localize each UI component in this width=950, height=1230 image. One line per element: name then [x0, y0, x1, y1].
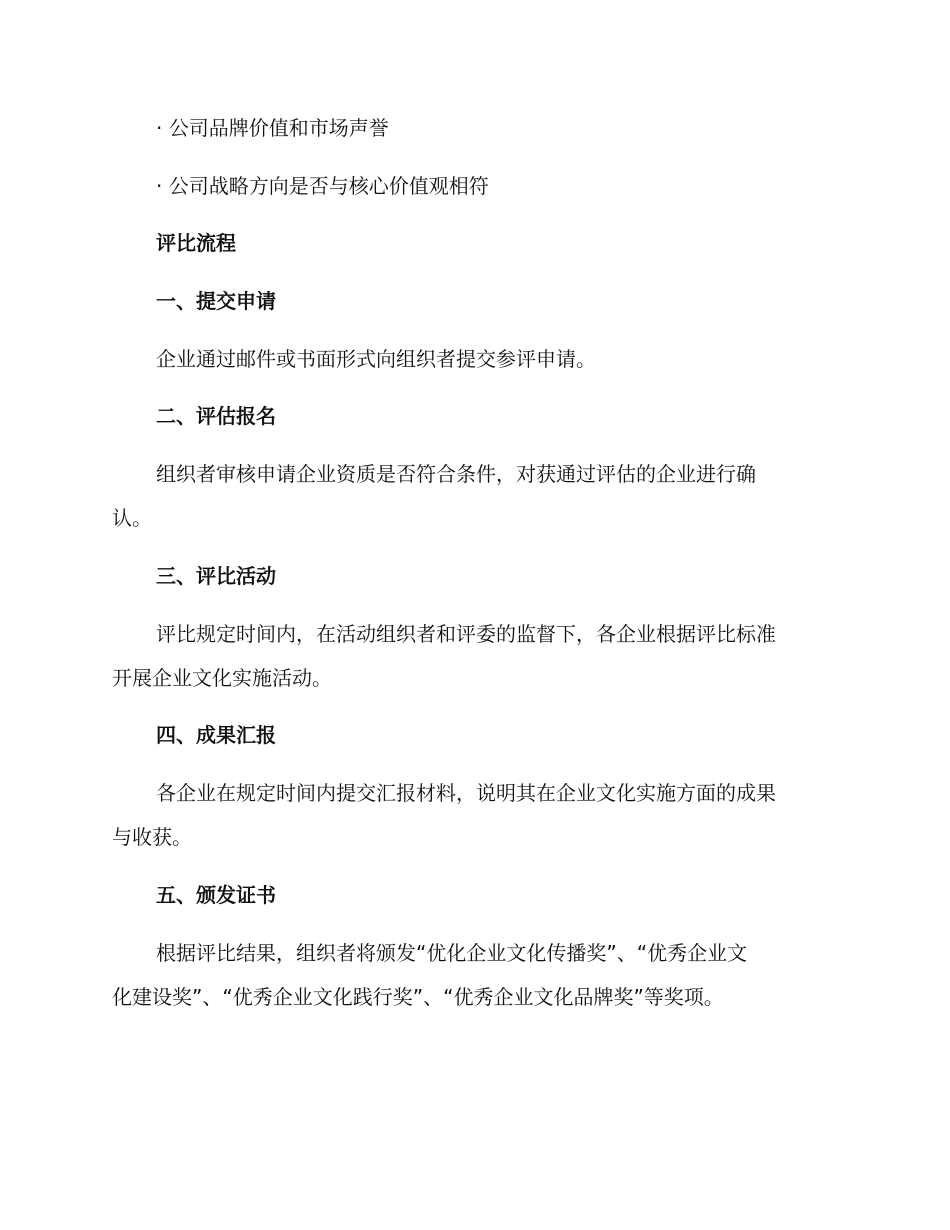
step-5-text-line-1: 根据评比结果，组织者将颁发“优化企业文化传播奖”、“优秀企业文 [156, 941, 748, 965]
step-4-text-line-2: 与收获。 [112, 825, 192, 849]
step-2-text-line-1: 组织者审核申请企业资质是否符合条件，对获通过评估的企业进行确 [156, 462, 756, 486]
step-4-text-line-1: 各企业在规定时间内提交汇报材料，说明其在企业文化实施方面的成果 [156, 781, 776, 805]
step-1-heading: 一、提交申请 [156, 289, 276, 313]
step-2-heading: 二、评估报名 [156, 404, 276, 428]
bullet-brand-value: · 公司品牌价值和市场声誉 [156, 116, 389, 140]
step-4-heading: 四、成果汇报 [156, 723, 276, 747]
step-5-text-line-2: 化建设奖”、“优秀企业文化践行奖”、“优秀企业文化品牌奖”等奖项。 [112, 985, 724, 1009]
step-5-heading: 五、颁发证书 [156, 883, 276, 907]
step-3-heading: 三、评比活动 [156, 564, 276, 588]
step-3-text-line-1: 评比规定时间内，在活动组织者和评委的监督下，各企业根据评比标准 [156, 622, 776, 646]
step-2-text-line-2: 认。 [112, 506, 152, 530]
bullet-strategy: · 公司战略方向是否与核心价值观相符 [156, 174, 489, 198]
section-title: 评比流程 [156, 231, 236, 255]
step-1-text: 企业通过邮件或书面形式向组织者提交参评申请。 [156, 347, 596, 371]
step-3-text-line-2: 开展企业文化实施活动。 [112, 666, 332, 690]
